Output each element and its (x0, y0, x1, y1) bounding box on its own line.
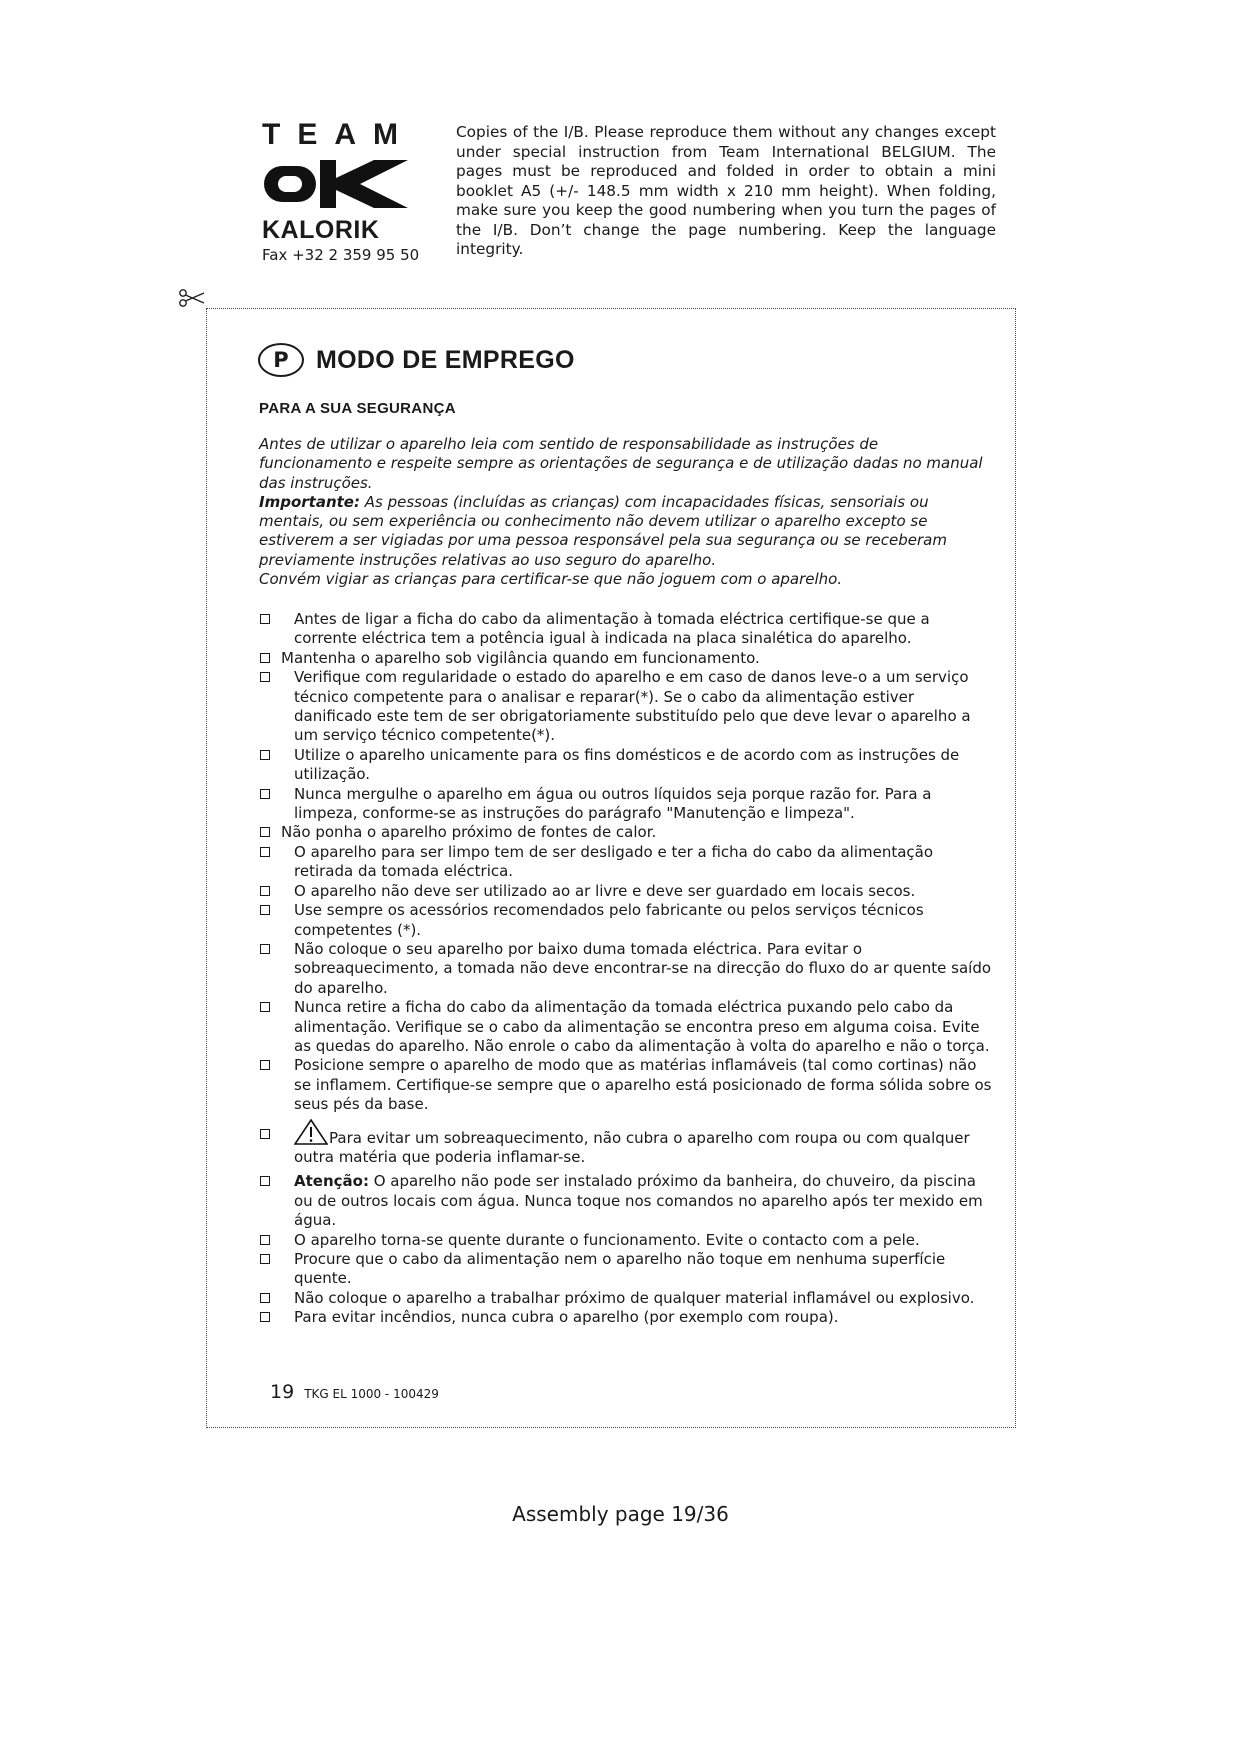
list-item: Nunca mergulhe o aparelho em água ou outros líquidos seja porque razão for. Para a limpeza, conforme-se as instruções do parágrafo "Manutenção e limpeza". (259, 785, 995, 824)
logo-brand-name: KALORIK (262, 216, 380, 244)
list-item: Para evitar incêndios, nunca cubra o aparelho (por exemplo com roupa). (259, 1308, 995, 1327)
fax-number: Fax +32 2 359 95 50 (262, 246, 420, 264)
list-item: Não ponha o aparelho próximo de fontes de calor. (259, 823, 995, 842)
checkbox-bullet-icon (260, 789, 270, 799)
section-title (258, 340, 575, 380)
scissors-icon (178, 288, 206, 308)
checkbox-bullet-icon (260, 944, 270, 954)
attention-label: Atenção: (294, 1172, 369, 1191)
page-number: 19 (270, 1381, 295, 1403)
brand-logo (262, 118, 415, 244)
list-item: O aparelho torna-se quente durante o funcionamento. Evite o contacto com a pele. (259, 1231, 995, 1250)
checkbox-bullet-icon (260, 886, 270, 896)
checkbox-bullet-icon (260, 1002, 270, 1012)
intro-text (259, 435, 987, 589)
checkbox-bullet-icon (260, 827, 270, 837)
section-title-text: MODO DE EMPREGO (316, 345, 575, 374)
checkbox-bullet-icon (260, 1312, 270, 1322)
list-item: Atenção: O aparelho não pode ser instalado próximo da banheira, do chuveiro, da piscina ou de outros locais com água. Nunca toque nos comandos no aparelho após ter mexido em água. (259, 1172, 995, 1230)
safety-list (259, 610, 995, 1328)
print-instructions: Copies of the I/B. Please reproduce them without any changes except under special instruction from Team International BELGIUM. The pages must be reproduced and folded in order to obtain a mini booklet A5 (+/- 148.5 mm width x 210 mm height). When folding, make sure you keep the good numbering when you turn the pages of the I/B. Don’t change the page numbering. Keep the language integrity. (456, 123, 996, 258)
list-item: O aparelho não deve ser utilizado ao ar livre e deve ser guardado em locais secos. (259, 882, 995, 901)
list-item: Antes de ligar a ficha do cabo da alimentação à tomada eléctrica certifique-se que a corrente eléctrica tem a potência igual à indicada na placa sinalética do aparelho. (259, 610, 995, 649)
list-item: O aparelho para ser limpo tem de ser desligado e ter a ficha do cabo da alimentação retirada da tomada eléctrica. (259, 843, 995, 882)
warning-triangle-icon (294, 1119, 328, 1145)
checkbox-bullet-icon (260, 847, 270, 857)
language-badge: P (258, 343, 304, 377)
list-item: Procure que o cabo da alimentação nem o aparelho não toque em nenhuma superfície quente. (259, 1250, 995, 1289)
logo-team-text: TEAM (262, 118, 415, 151)
checkbox-bullet-icon (260, 905, 270, 915)
checkbox-bullet-icon (260, 1129, 270, 1139)
intro-paragraph: Antes de utilizar o aparelho leia com sentido de responsabilidade as instruções de funcionamento e respeite sempre as orientações de segurança e de utilização dadas no manual das instruções. (259, 435, 983, 492)
list-item: Utilize o aparelho unicamente para os fins domésticos e de acordo com as instruções de utilização. (259, 746, 995, 785)
important-label: Importante: (259, 492, 360, 511)
safety-heading: PARA A SUA SEGURANÇA (259, 400, 456, 417)
list-item: Para evitar um sobreaquecimento, não cubra o aparelho com roupa ou com qualquer outra matéria que poderia inflamar-se. (259, 1119, 995, 1168)
list-item: Não coloque o aparelho a trabalhar próximo de qualquer material inflamável ou explosivo. (259, 1289, 995, 1308)
important-paragraph (259, 493, 987, 570)
list-item: Mantenha o aparelho sob vigilância quando em funcionamento. (259, 649, 995, 668)
important-text: As pessoas (incluídas as crianças) com incapacidades físicas, sensoriais ou mentais, ou sem experiência ou conhecimento não devem utilizar o aparelho excepto se estiverem a ser vigiadas por uma pessoa responsável pela sua segurança ou se receberam previamente instruções relativas ao uso seguro do aparelho. (259, 492, 947, 569)
list-item: Não coloque o seu aparelho por baixo duma tomada eléctrica. Para evitar o sobreaquecimento, a tomada não deve encontrar-se na direcção do fluxo do ar quente saído do aparelho. (259, 940, 995, 998)
checkbox-bullet-icon (260, 1060, 270, 1070)
list-item: Verifique com regularidade o estado do aparelho e em caso de danos leve-o a um serviço técnico competente para o analisar e reparar(*). Se o cabo da alimentação estiver danificado este tem de ser obrigatoriamente substituído pelo que deve levar o aparelho a um serviço técnico competente(*). (259, 668, 995, 746)
checkbox-bullet-icon (260, 614, 270, 624)
children-note: Convém vigiar as crianças para certificar-se que não joguem com o aparelho. (259, 570, 843, 589)
logo-mark-icon (262, 158, 410, 210)
document-code: TKG EL 1000 - 100429 (304, 1387, 439, 1401)
checkbox-bullet-icon (260, 750, 270, 760)
list-item: Nunca retire a ficha do cabo da alimentação da tomada eléctrica puxando pelo cabo da alimentação. Verifique se o cabo da alimentação se encontra preso em alguma coisa. Evite as quedas do aparelho. Não enrole o cabo da alimentação à volta do aparelho e não o torça. (259, 998, 995, 1056)
checkbox-bullet-icon (260, 1254, 270, 1264)
page-footer (270, 1381, 439, 1403)
checkbox-bullet-icon (260, 1293, 270, 1303)
checkbox-bullet-icon (260, 1235, 270, 1245)
checkbox-bullet-icon (260, 1176, 270, 1186)
checkbox-bullet-icon (260, 653, 270, 663)
assembly-page-label: Assembly page 19/36 (512, 1502, 729, 1526)
list-item: Use sempre os acessórios recomendados pelo fabricante ou pelos serviços técnicos competentes (*). (259, 901, 995, 940)
checkbox-bullet-icon (260, 672, 270, 682)
list-item: Posicione sempre o aparelho de modo que as matérias inflamáveis (tal como cortinas) não se inflamem. Certifique-se sempre que o aparelho está posicionado de forma sólida sobre os seus pés da base. (259, 1056, 995, 1114)
